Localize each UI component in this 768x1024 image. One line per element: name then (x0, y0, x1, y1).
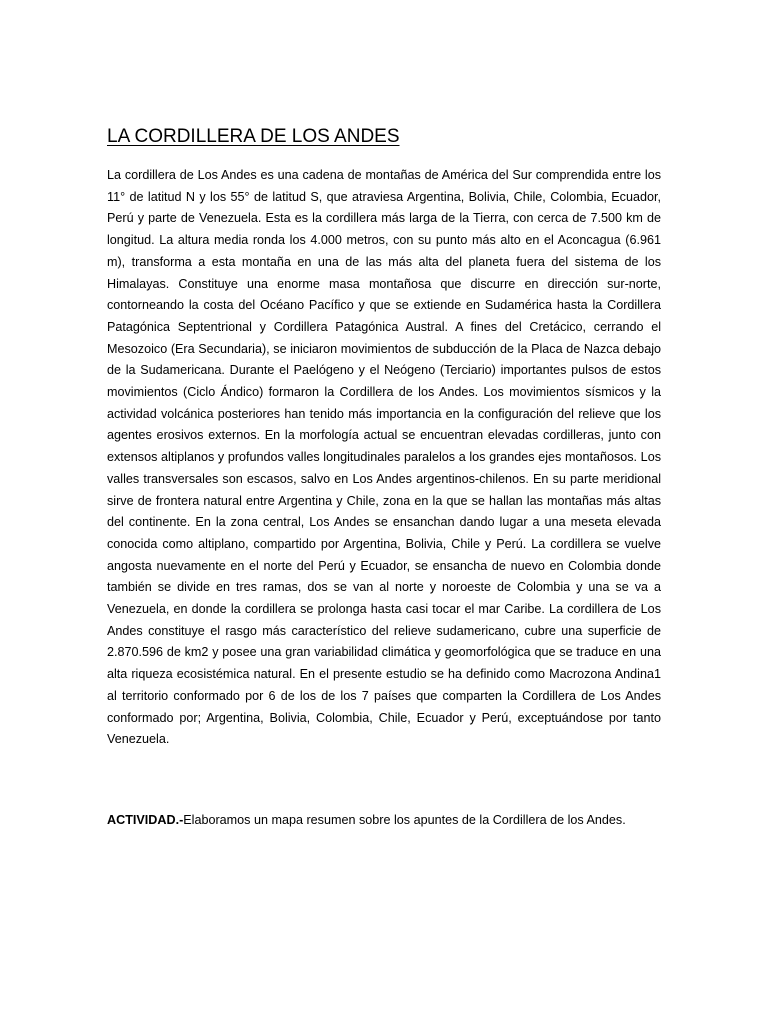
activity-label: ACTIVIDAD.- (107, 813, 184, 827)
activity-paragraph (107, 810, 661, 832)
body-paragraph: La cordillera de Los Andes es una cadena de montañas de América del Sur comprendida entre los 11° de latitud N y los 55° de latitud S, que atraviesa Argentina, Bolivia, Chile, Colombia, Ecuador, Perú y parte de Venezuela. Esta es la cordillera más larga de la Tierra, con cerca de 7.500 km de longitud. La altura media ronda los 4.000 metros, con su punto más alto en el Aconcagua (6.961 m), transforma a esta montaña en una de las más alta del planeta fuera del sistema de los Himalayas. Constituye una enorme masa montañosa que discurre en dirección sur-norte, contorneando la costa del Océano Pacífico y que se extiende en Sudamérica hasta la Cordillera Patagónica Septentrional y Cordillera Patagónica Austral. A fines del Cretácico, cerrando el Mesozoico (Era Secundaria), se iniciaron movimientos de subducción de la Placa de Nazca debajo de la Sudamericana. Durante el Paelógeno y el Neógeno (Terciario) importantes pulsos de estos movimientos (Ciclo Ándico) formaron la Cordillera de los Andes. Los movimientos sísmicos y la actividad volcánica posteriores han tenido más importancia en la configuración del relieve que los agentes erosivos externos. En la morfología actual se encuentran elevadas cordilleras, junto con extensos altiplanos y profundos valles longitudinales paralelos a los grandes ejes montañosos. Los valles transversales son escasos, salvo en Los Andes argentinos-chilenos. En su parte meridional sirve de frontera natural entre Argentina y Chile, zona en la que se hallan las montañas más altas del continente. En la zona central, Los Andes se ensanchan dando lugar a una meseta elevada conocida como altiplano, compartido por Argentina, Bolivia, Chile y Perú. La cordillera se vuelve angosta nuevamente en el norte del Perú y Ecuador, se ensancha de nuevo en Colombia donde también se divide en tres ramas, dos se van al norte y noroeste de Colombia y una se va a Venezuela, en donde la cordillera se prolonga hasta casi tocar el mar Caribe. La cordillera de Los Andes constituye el rasgo más característico del relieve sudamericano, cubre una superficie de 2.870.596 de km2 y posee una gran variabilidad climática y geomorfológica que se traduce en una alta riqueza ecosistémica natural. En el presente estudio se ha definido como Macrozona Andina1 al territorio conformado por 6 de los de los 7 países que comparten la Cordillera de Los Andes conformado por; Argentina, Bolivia, Colombia, Chile, Ecuador y Perú, exceptuándose por tanto Venezuela. (107, 168, 661, 747)
activity-text: Elaboramos un mapa resumen sobre los apuntes de la Cordillera de los Andes. (183, 813, 626, 827)
document-title: LA CORDILLERA DE LOS ANDES (107, 126, 400, 147)
